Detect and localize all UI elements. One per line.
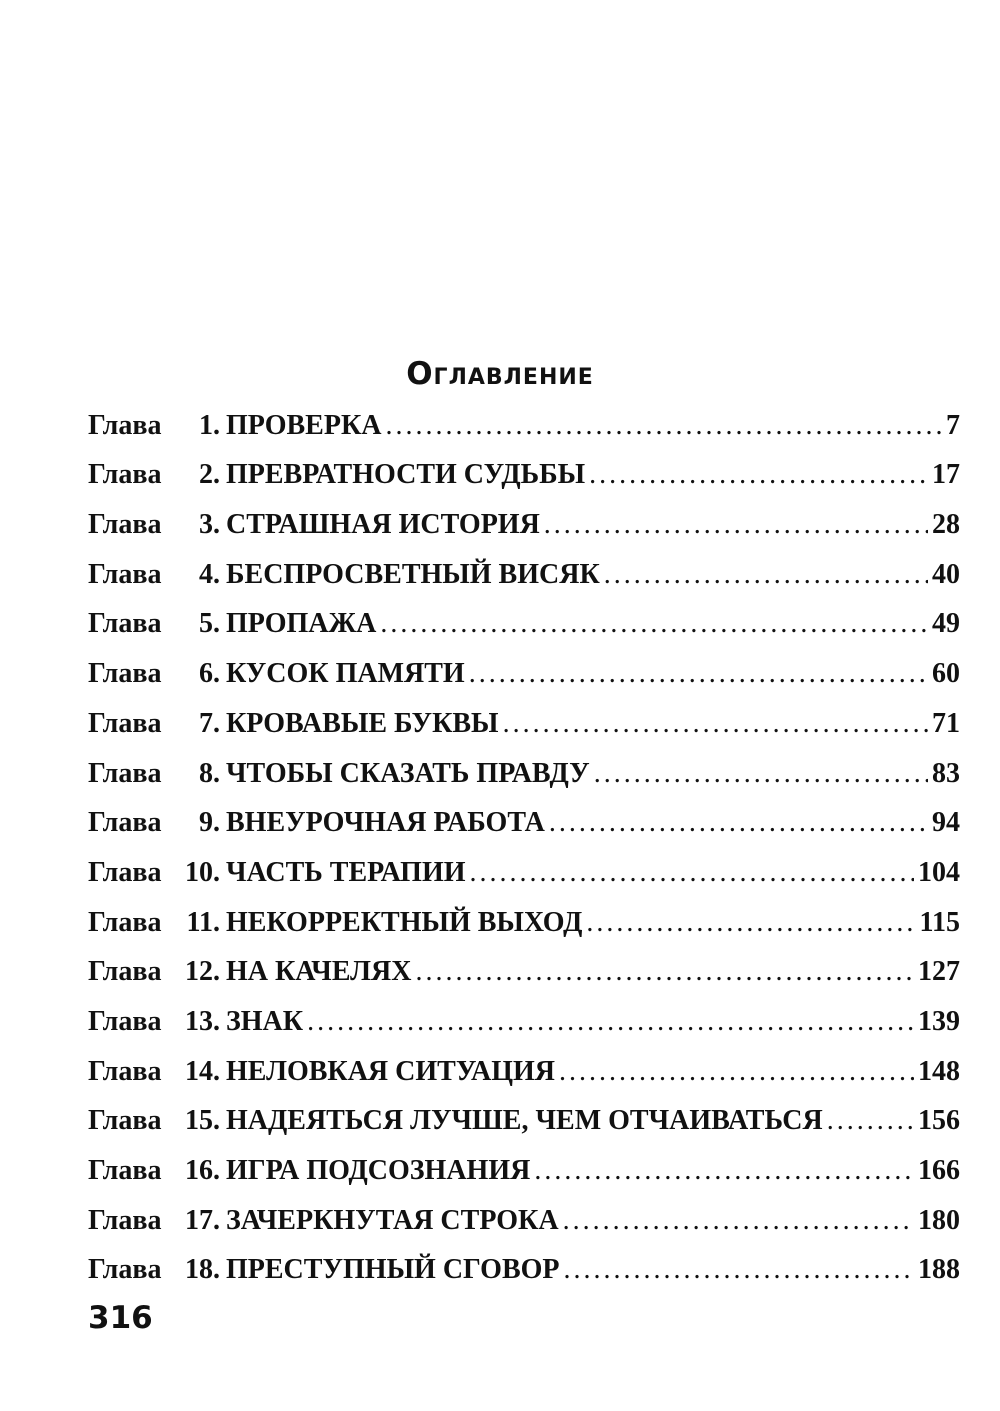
chapter-title: БЕСПРОСВЕТНЫЙ ВИСЯК: [226, 558, 600, 590]
chapter-word: Глава: [88, 856, 162, 888]
toc-entry[interactable]: [88, 1042, 960, 1092]
toc-entry[interactable]: [88, 843, 960, 893]
chapter-word: Глава: [88, 956, 162, 988]
chapter-title: КРОВАВЫЕ БУКВЫ: [226, 707, 499, 739]
chapter-word: Глава: [88, 1105, 162, 1137]
chapter-title: НЕЛОВКАЯ СИТУАЦИЯ: [226, 1055, 556, 1087]
chapter-number: 15.: [185, 1105, 220, 1137]
chapter-number: 16.: [185, 1155, 220, 1186]
chapter-number: 12.: [185, 956, 220, 988]
chapter-word: Глава: [88, 1055, 162, 1087]
chapter-number: 10.: [185, 856, 220, 888]
chapter-number: 13.: [185, 1005, 220, 1037]
dot-leader: [589, 455, 928, 495]
page-title: Оглавление: [406, 355, 594, 392]
chapter-title: ПРОВЕРКА: [226, 409, 382, 441]
toc-entry[interactable]: [88, 744, 960, 794]
dot-leader: [385, 406, 942, 446]
dot-leader: [415, 952, 914, 992]
chapter-page-number: 17: [932, 459, 960, 491]
dot-leader: [307, 1002, 914, 1042]
chapter-page-number: 104: [918, 856, 960, 888]
chapter-page-number: 148: [918, 1055, 960, 1087]
dot-leader: [544, 505, 928, 545]
chapter-title: НА КАЧЕЛЯХ: [226, 956, 412, 988]
toc-entry[interactable]: [88, 1191, 960, 1241]
chapter-word: Глава: [88, 906, 162, 938]
chapter-title: НАДЕЯТЬСЯ ЛУЧШЕ, ЧЕМ ОТЧАИВАТЬСЯ: [226, 1105, 823, 1137]
chapter-title: ЗНАК: [226, 1005, 304, 1037]
dot-leader: [604, 555, 928, 595]
toc-entry[interactable]: [88, 595, 960, 645]
chapter-number: 3.: [199, 509, 220, 541]
chapter-number: 9.: [199, 807, 220, 839]
toc-entry[interactable]: [88, 794, 960, 844]
table-of-contents: [88, 396, 960, 1290]
chapter-word: Глава: [88, 658, 162, 690]
toc-entry[interactable]: [88, 694, 960, 744]
chapter-word: Глава: [88, 1254, 162, 1286]
toc-entry[interactable]: [88, 893, 960, 943]
chapter-title: НЕКОРРЕКТНЫЙ ВЫХОД: [226, 906, 583, 938]
dot-leader: [534, 1151, 914, 1191]
chapter-number: 17.: [185, 1204, 220, 1236]
chapter-title: ЧТОБЫ СКАЗАТЬ ПРАВДУ: [226, 757, 590, 789]
dot-leader: [470, 853, 914, 893]
chapter-word: Глава: [88, 1155, 162, 1186]
chapter-page-number: 156: [918, 1105, 960, 1137]
chapter-title: ИГРА ПОДСОЗНАНИЯ: [226, 1155, 531, 1186]
dot-leader: [559, 1052, 914, 1092]
chapter-title: ЗАЧЕРКНУТАЯ СТРОКА: [226, 1204, 559, 1236]
toc-entry[interactable]: [88, 1092, 960, 1142]
chapter-word: Глава: [88, 707, 162, 739]
chapter-page-number: 166: [918, 1155, 960, 1186]
toc-entry[interactable]: [88, 1241, 960, 1291]
chapter-word: Глава: [88, 608, 162, 640]
chapter-word: Глава: [88, 807, 162, 839]
chapter-title: ЧАСТЬ ТЕРАПИИ: [226, 856, 466, 888]
chapter-word: Глава: [88, 509, 162, 541]
chapter-number: 14.: [185, 1055, 220, 1087]
chapter-title: ПРЕВРАТНОСТИ СУДЬБЫ: [226, 459, 586, 491]
chapter-number: 4.: [199, 558, 220, 590]
chapter-title: ПРЕСТУПНЫЙ СГОВОР: [226, 1254, 560, 1286]
chapter-number: 18.: [185, 1254, 220, 1286]
chapter-title: ПРОПАЖА: [226, 608, 377, 640]
chapter-page-number: 71: [932, 707, 960, 739]
toc-entry[interactable]: [88, 396, 960, 446]
chapter-word: Глава: [88, 558, 162, 590]
toc-entry[interactable]: [88, 644, 960, 694]
chapter-page-number: 188: [918, 1254, 960, 1286]
toc-entry[interactable]: [88, 545, 960, 595]
dot-leader: [827, 1101, 914, 1141]
chapter-word: Глава: [88, 1005, 162, 1037]
page-number: 316: [88, 1300, 153, 1336]
toc-entry[interactable]: [88, 992, 960, 1042]
chapter-word: Глава: [88, 757, 162, 789]
chapter-number: 1.: [199, 409, 220, 441]
chapter-page-number: 7: [946, 409, 960, 441]
dot-leader: [549, 803, 928, 843]
chapter-number: 8.: [199, 757, 220, 789]
toc-entry[interactable]: [88, 446, 960, 496]
chapter-page-number: 60: [932, 658, 960, 690]
chapter-title: КУСОК ПАМЯТИ: [226, 658, 465, 690]
chapter-page-number: 83: [932, 757, 960, 789]
chapter-page-number: 49: [932, 608, 960, 640]
chapter-word: Глава: [88, 1204, 162, 1236]
chapter-page-number: 40: [932, 558, 960, 590]
toc-entry[interactable]: [88, 943, 960, 993]
dot-leader: [594, 754, 928, 794]
chapter-page-number: 180: [918, 1204, 960, 1236]
chapter-number: 6.: [199, 658, 220, 690]
dot-leader: [564, 1250, 914, 1290]
toc-entry[interactable]: [88, 495, 960, 545]
dot-leader: [586, 903, 915, 943]
chapter-word: Глава: [88, 409, 162, 441]
dot-leader: [469, 654, 928, 694]
chapter-page-number: 94: [932, 807, 960, 839]
dot-leader: [503, 704, 928, 744]
dot-leader: [380, 604, 928, 644]
chapter-title: СТРАШНАЯ ИСТОРИЯ: [226, 509, 540, 541]
chapter-title: ВНЕУРОЧНАЯ РАБОТА: [226, 807, 545, 839]
chapter-page-number: 127: [918, 956, 960, 988]
chapter-number: 2.: [199, 459, 220, 491]
chapter-number: 7.: [199, 707, 220, 739]
chapter-word: Глава: [88, 459, 162, 491]
chapter-number: 11.: [186, 906, 220, 938]
toc-entry[interactable]: [88, 1141, 960, 1191]
chapter-page-number: 139: [918, 1005, 960, 1037]
chapter-page-number: 115: [919, 906, 960, 938]
chapter-page-number: 28: [932, 509, 960, 541]
chapter-number: 5.: [199, 608, 220, 640]
dot-leader: [563, 1201, 914, 1241]
